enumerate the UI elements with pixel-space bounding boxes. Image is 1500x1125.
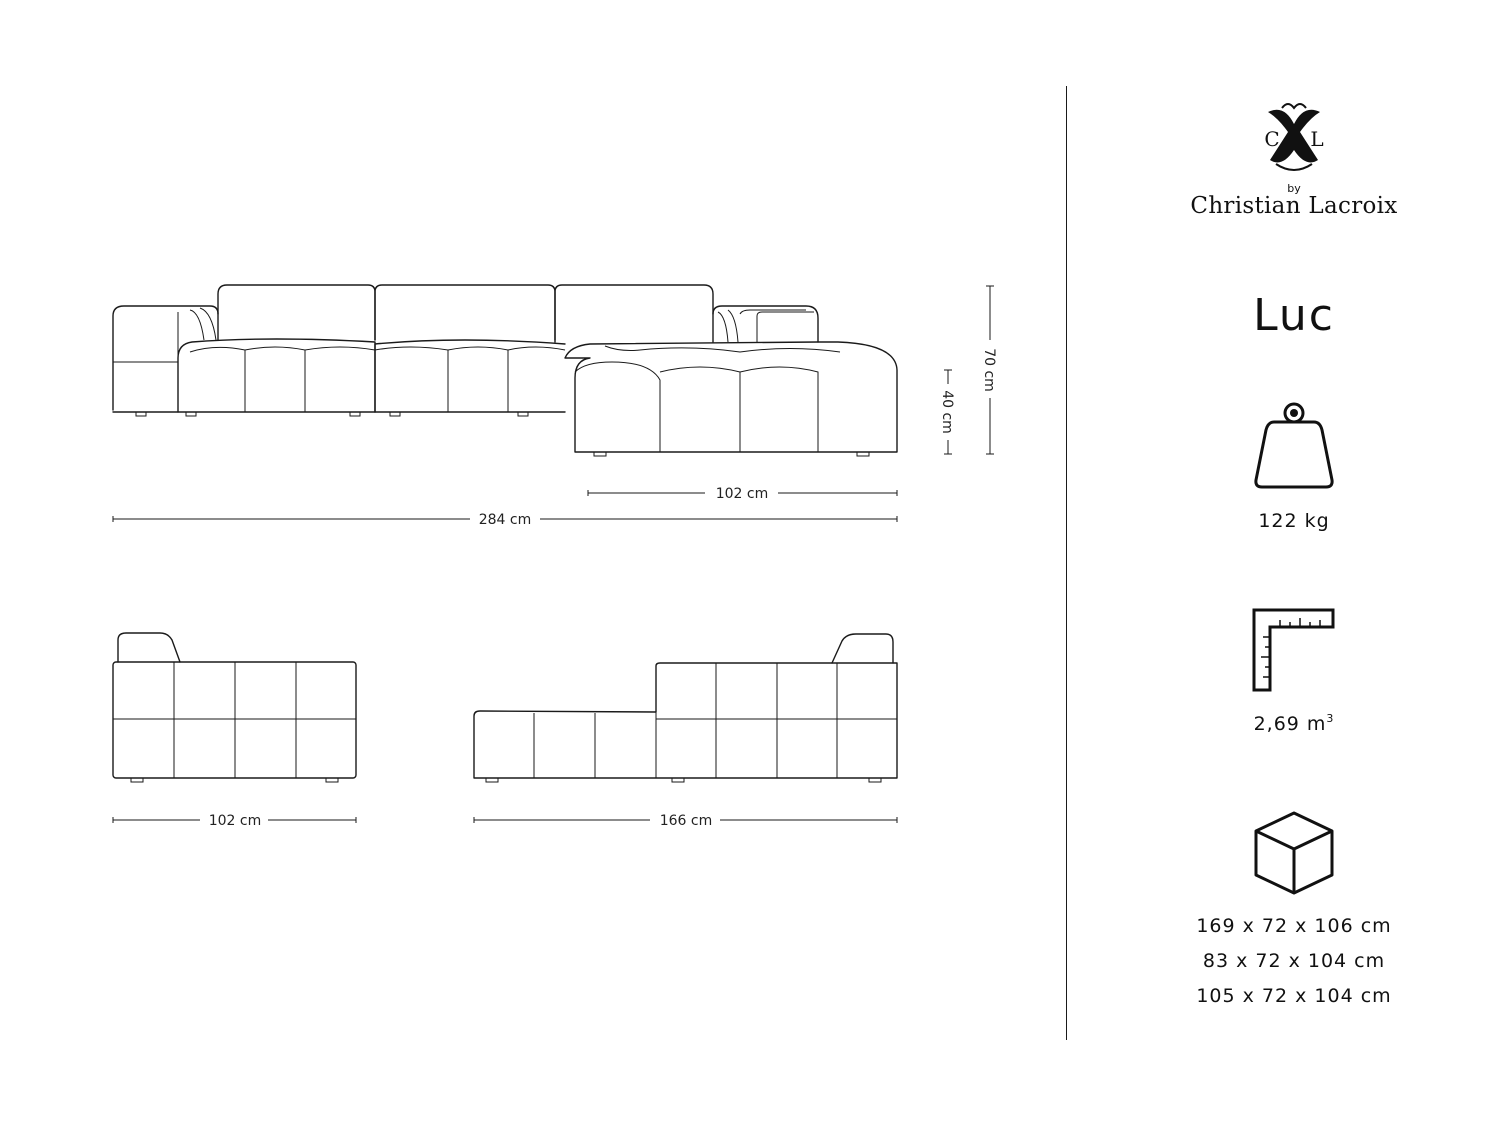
weight-icon xyxy=(1256,404,1332,487)
svg-text:C: C xyxy=(1264,127,1280,151)
brand-name: Christian Lacroix xyxy=(1190,193,1398,219)
volume-value xyxy=(1180,712,1408,735)
product-name: Luc xyxy=(1253,290,1335,341)
christian-lacroix-logo-icon xyxy=(1264,104,1323,170)
sofa-front-view xyxy=(113,285,897,456)
dimension-lines-side-right xyxy=(474,813,897,829)
package-dimension-2: 83 x 72 x 104 cm xyxy=(1202,950,1386,972)
dimension-lines-side-left xyxy=(113,813,356,829)
volume-unit-superscript: 3 xyxy=(1326,712,1335,725)
box-cube-icon xyxy=(1256,813,1332,893)
weight-value: 122 kg xyxy=(1258,510,1330,532)
dim-seat-height: 40 cm xyxy=(939,390,955,434)
sofa-side-view-left xyxy=(113,633,356,782)
ruler-corner-icon xyxy=(1254,610,1333,690)
svg-text:L: L xyxy=(1310,127,1324,151)
dim-height-total: 70 cm xyxy=(981,348,997,392)
volume-number: 2,69 m xyxy=(1253,713,1327,735)
dim-total-width: 284 cm xyxy=(478,512,532,528)
dim-side-left-depth: 102 cm xyxy=(208,813,262,829)
package-dimension-1: 169 x 72 x 106 cm xyxy=(1196,915,1392,937)
panel-divider xyxy=(1066,86,1067,1040)
dim-side-right-depth: 166 cm xyxy=(659,813,713,829)
sofa-side-view-right xyxy=(474,634,897,782)
package-dimension-3: 105 x 72 x 104 cm xyxy=(1196,985,1392,1007)
brand-by-label: by xyxy=(1287,182,1301,195)
dim-chaise-width: 102 cm xyxy=(715,486,769,502)
